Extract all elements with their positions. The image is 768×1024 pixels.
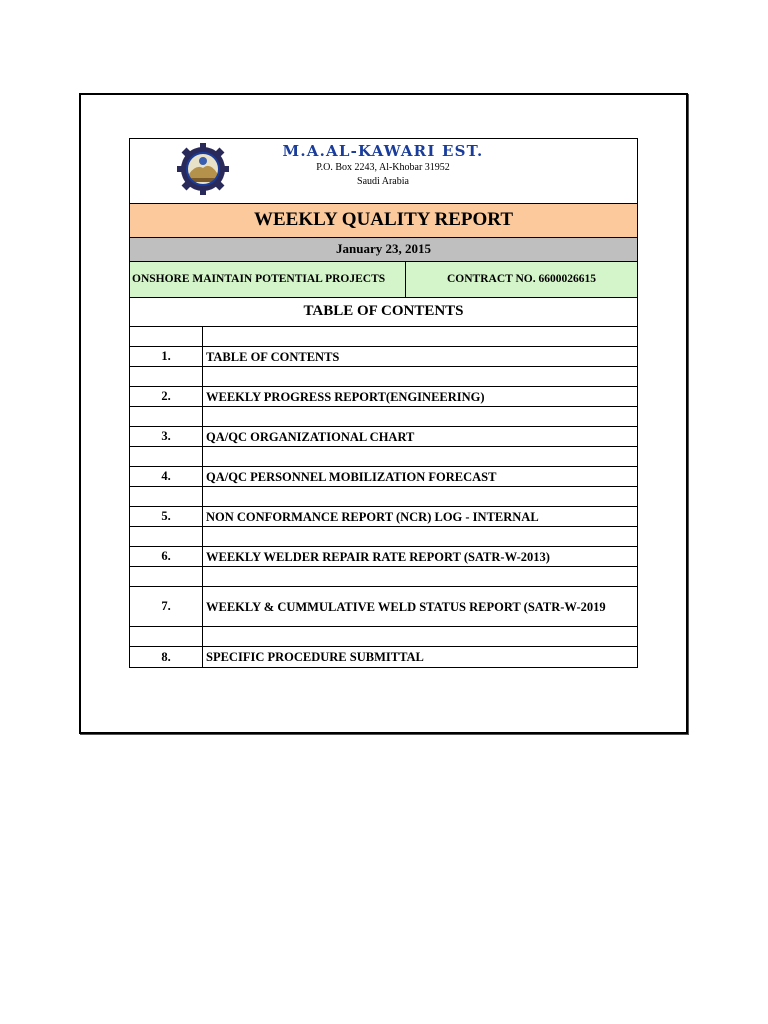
toc-item-title: NON CONFORMANCE REPORT (NCR) LOG - INTERNAL — [206, 509, 539, 524]
toc-item-title: WEEKLY & CUMMULATIVE WELD STATUS REPORT (SATR-W-2019 — [206, 599, 606, 614]
toc-num-cell — [130, 327, 203, 346]
toc-title-cell — [203, 527, 637, 546]
toc-spacer-row — [130, 527, 637, 547]
company-address-line1: P.O. Box 2243, Al-Khobar 31952 — [316, 162, 450, 173]
toc-spacer-row — [130, 487, 637, 507]
toc-title-cell — [203, 627, 637, 646]
toc-title-cell — [203, 367, 637, 386]
gear-emblem-icon — [176, 142, 230, 196]
company-address-line2: Saudi Arabia — [357, 176, 409, 187]
report-date: January 23, 2015 — [130, 238, 637, 262]
toc-item[interactable] — [130, 467, 637, 487]
toc-item-number: 4. — [130, 467, 203, 486]
toc-title-cell — [203, 447, 637, 466]
toc-item-number: 1. — [130, 347, 203, 366]
toc-item-title: QA/QC ORGANIZATIONAL CHART — [206, 429, 415, 444]
toc-title-cell — [203, 407, 637, 426]
toc-num-cell — [130, 447, 203, 466]
toc-item-number: 3. — [130, 427, 203, 446]
toc-item-title: WEEKLY WELDER REPAIR RATE REPORT (SATR-W-2013) — [206, 549, 550, 564]
toc-num-cell — [130, 487, 203, 506]
toc-title-cell — [203, 487, 637, 506]
toc-spacer-row — [130, 627, 637, 647]
toc-item[interactable] — [130, 427, 637, 447]
toc-item[interactable] — [130, 587, 637, 627]
toc-spacer-row — [130, 407, 637, 427]
toc-num-cell — [130, 527, 203, 546]
toc-title-cell — [203, 567, 637, 586]
toc-item[interactable] — [130, 387, 637, 407]
company-name: M.A.AL-KAWARI EST. — [282, 142, 484, 160]
toc-item[interactable] — [130, 347, 637, 367]
toc-spacer-row — [130, 327, 637, 347]
toc-num-cell — [130, 367, 203, 386]
report-sheet — [129, 138, 638, 668]
toc-num-cell — [130, 627, 203, 646]
toc-num-cell — [130, 567, 203, 586]
toc-item[interactable] — [130, 547, 637, 567]
toc-title-cell — [203, 327, 637, 346]
toc-item-title: WEEKLY PROGRESS REPORT(ENGINEERING) — [206, 389, 485, 404]
toc-item-number: 6. — [130, 547, 203, 566]
toc-item-title: QA/QC PERSONNEL MOBILIZATION FORECAST — [206, 469, 497, 484]
toc-item-number: 5. — [130, 507, 203, 526]
project-row — [130, 262, 637, 298]
toc-spacer-row — [130, 367, 637, 387]
company-header — [130, 139, 637, 204]
contract-number: CONTRACT NO. 6600026615 — [447, 273, 596, 285]
toc-item-number: 8. — [130, 647, 203, 667]
project-name: ONSHORE MAINTAIN POTENTIAL PROJECTS — [130, 262, 406, 297]
toc-spacer-row — [130, 567, 637, 587]
toc-item-title: TABLE OF CONTENTS — [206, 349, 340, 364]
report-title: WEEKLY QUALITY REPORT — [130, 204, 637, 238]
toc-item-number: 7. — [130, 587, 203, 626]
toc-spacer-row — [130, 447, 637, 467]
toc-item[interactable] — [130, 507, 637, 527]
toc-num-cell — [130, 407, 203, 426]
toc-item[interactable] — [130, 647, 637, 667]
toc-item-title: SPECIFIC PROCEDURE SUBMITTAL — [206, 650, 424, 664]
toc-item-number: 2. — [130, 387, 203, 406]
toc-heading: TABLE OF CONTENTS — [130, 298, 637, 327]
